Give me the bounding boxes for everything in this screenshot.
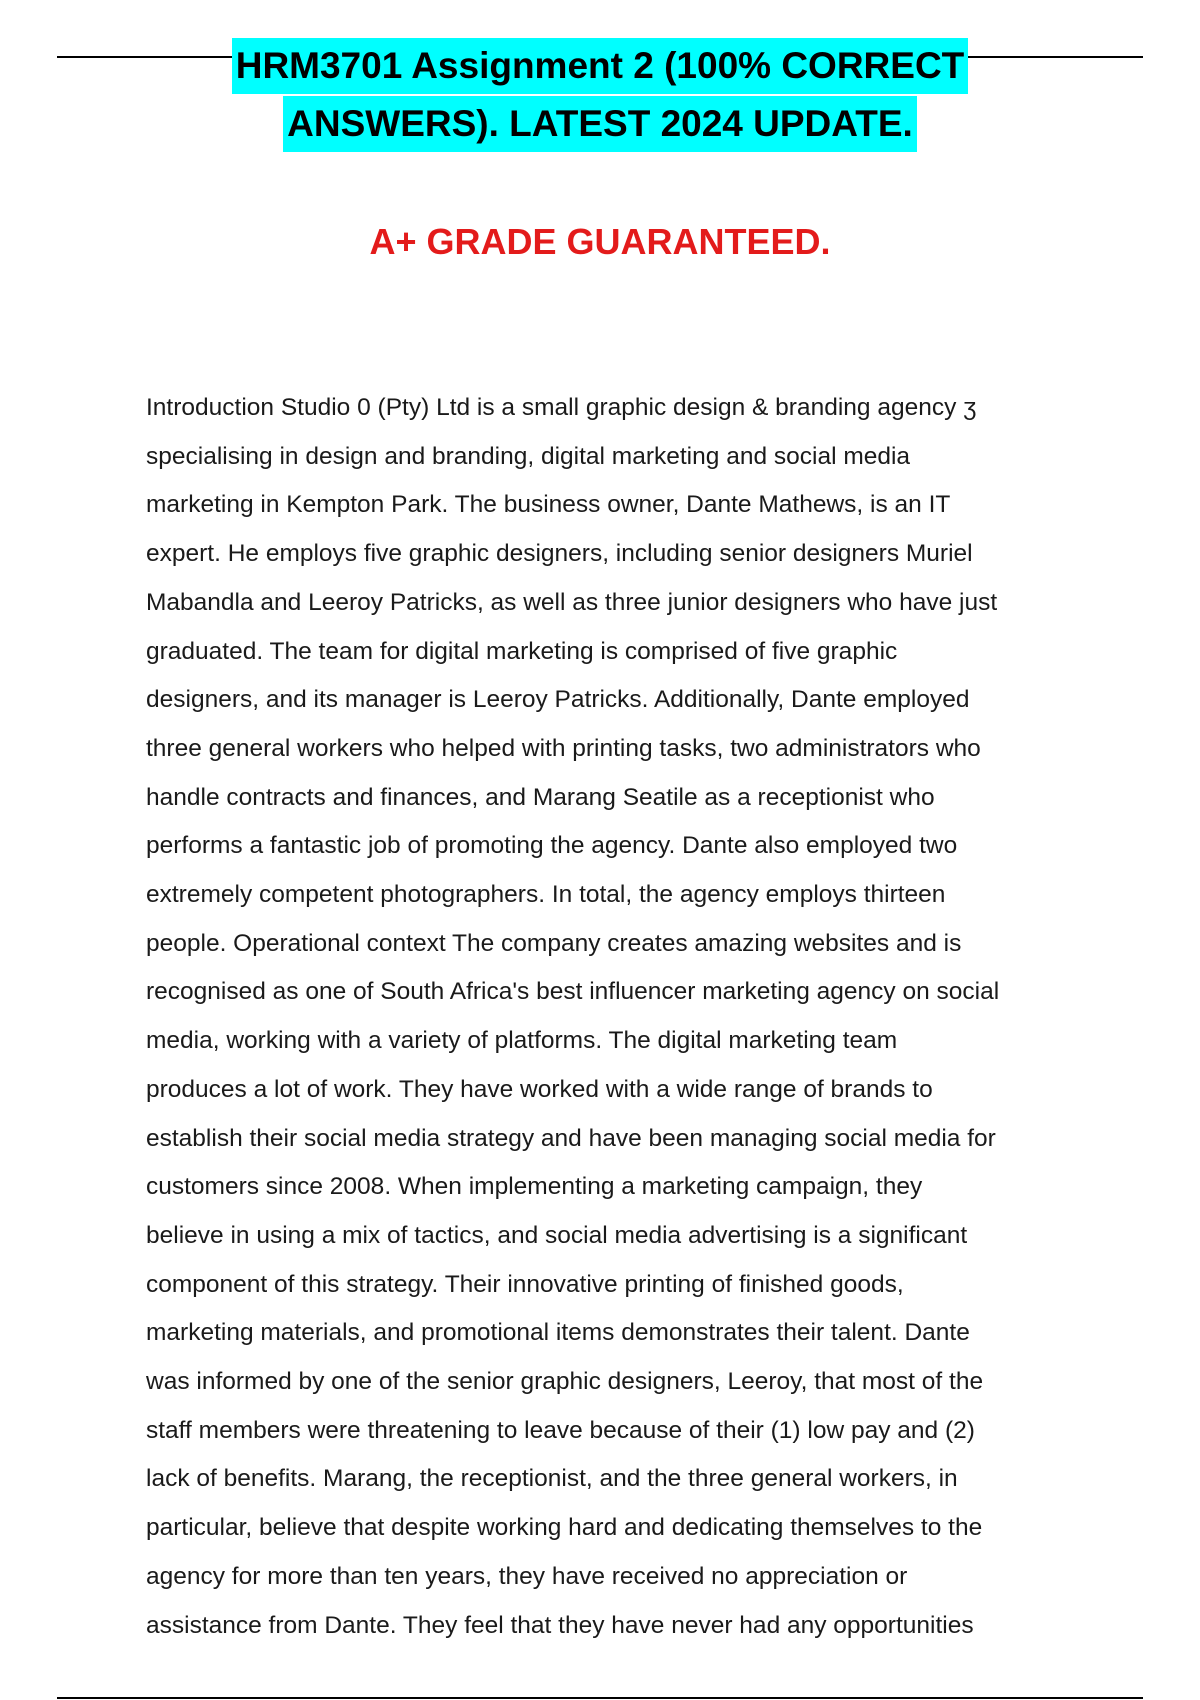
introduction-paragraph: Introduction Studio 0 (Pty) Ltd is a small graphic design & branding agency ʒ specialising in design and branding, digital marketing and social media marketing in Kempton Park. The business owner, Dante Mathews, is an IT expert. He employs five graphic designers, including senior designers Muriel Mabandla and Leeroy Patricks, as well as three junior designers who have just graduated. The team for digital marketing is comprised of five graphic designers, and its manager is Leeroy Patricks. Additionally, Dante employed three general workers who helped with printing tasks, two administrators who handle contracts and finances, and Marang Seatile as a receptionist who performs a fantastic job of promoting the agency. Dante also employed two extremely competent photographers. In total, the agency employs thirteen people. Operational context The company creates amazing websites and is recognised as one of South Africa's best influencer marketing agency on social media, working with a variety of platforms. The digital marketing team produces a lot of work. They have worked with a wide range of brands to establish their social media strategy and have been managing social media for customers since 2008. When implementing a marketing campaign, they believe in using a mix of tactics, and social media advertising is a significant component of this strategy. Their innovative printing of finished goods, marketing materials, and promotional items demonstrates their talent. Dante was informed by one of the senior graphic designers, Leeroy, that most of the staff members were threatening to leave because of their (1) low pay and (2) lack of benefits. Marang, the receptionist, and the three general workers, in particular, believe that despite working hard and dedicating themselves to the agency for more than ten years, they have received no appreciation or assistance from Dante. They feel that they have never had any opportunities xyxy=(146,394,1000,1639)
title-line-2: ANSWERS). LATEST 2024 UPDATE. xyxy=(283,96,917,152)
title-line-1: HRM3701 Assignment 2 (100% CORRECT xyxy=(232,38,969,94)
bottom-rule xyxy=(57,1697,1143,1699)
document-title xyxy=(0,38,1200,154)
grade-guarantee-subtitle: A+ GRADE GUARANTEED. xyxy=(369,221,831,262)
